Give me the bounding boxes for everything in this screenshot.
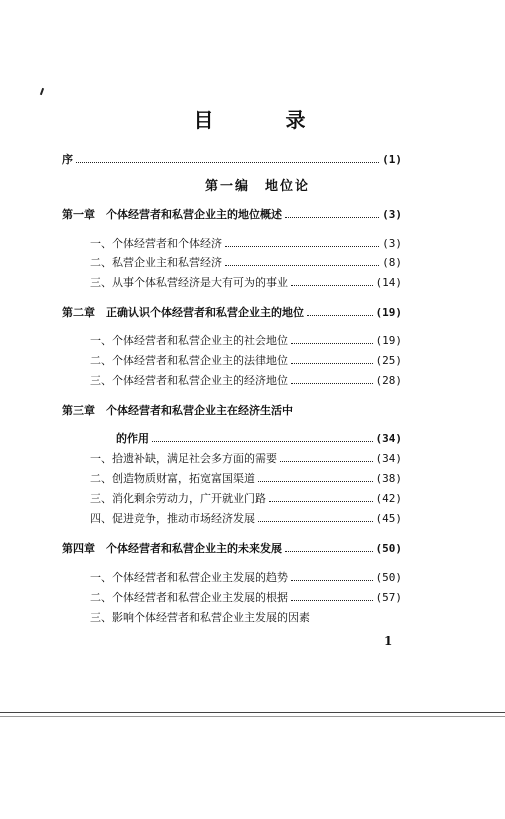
toc-entry-section[interactable]: [90, 276, 402, 290]
dot-leader: [258, 512, 373, 522]
stray-mark: [40, 88, 44, 95]
toc-entry-chapter-4[interactable]: [62, 542, 402, 556]
dot-leader: [291, 571, 373, 581]
toc-label: 二、个体经营者和私营企业主的法律地位: [90, 354, 288, 367]
toc-page: (42): [375, 492, 402, 505]
toc-label: 一、个体经营者和个体经济: [90, 237, 222, 250]
toc-label: 二、个体经营者和私营企业主发展的根据: [90, 591, 288, 604]
toc-entry-chapter-3-continuation[interactable]: [116, 432, 402, 446]
toc-page: (34): [375, 432, 402, 445]
toc-entry-section[interactable]: [90, 452, 402, 466]
toc-page: (45): [375, 512, 402, 525]
toc-page: (3): [382, 237, 402, 250]
toc-entry-section[interactable]: [90, 611, 402, 625]
dot-leader: [307, 306, 373, 316]
dot-leader: [225, 256, 379, 266]
dot-leader: [152, 432, 373, 442]
toc-label: 三、从事个体私营经济是大有可为的事业: [90, 276, 288, 289]
toc-page: (57): [375, 591, 402, 604]
toc-label: 三、个体经营者和私营企业主的经济地位: [90, 374, 288, 387]
scan-edge-line: [0, 716, 505, 717]
toc-label: 一、个体经营者和私营企业主的社会地位: [90, 334, 288, 347]
scan-edge-line: [0, 712, 505, 713]
toc-entry-section[interactable]: [90, 334, 402, 348]
dot-leader: [285, 542, 373, 552]
toc-entry-section[interactable]: [90, 374, 402, 388]
toc-label: 的作用: [116, 432, 149, 445]
toc-label: 一、拾遗补缺，满足社会多方面的需要: [90, 452, 277, 465]
toc-page: (25): [375, 354, 402, 367]
dot-leader: [76, 153, 379, 163]
toc-entry-chapter-1[interactable]: [62, 208, 402, 222]
dot-leader: [291, 354, 373, 364]
dot-leader: [225, 237, 379, 247]
toc-label: 三、消化剩余劳动力，广开就业门路: [90, 492, 266, 505]
dot-leader: [291, 334, 373, 344]
toc-entry-chapter-2[interactable]: [62, 306, 402, 320]
toc-entry-section[interactable]: [90, 591, 402, 605]
dot-leader: [280, 452, 373, 462]
dot-leader: [291, 374, 373, 384]
toc-entry-section[interactable]: [90, 354, 402, 368]
page-number: 1: [384, 634, 393, 648]
dot-leader: [269, 492, 373, 502]
toc-entry-section[interactable]: [90, 256, 402, 270]
toc-page: (1): [382, 153, 402, 166]
dot-leader: [291, 276, 373, 286]
toc-page: (14): [375, 276, 402, 289]
toc-entry-section[interactable]: [90, 492, 402, 506]
toc-label: 第一章 个体经营者和私营企业主的地位概述: [62, 208, 282, 221]
toc-entry-section[interactable]: [90, 237, 402, 251]
toc-entry-chapter-3[interactable]: 第三章 个体经营者和私营企业主在经济生活中: [62, 404, 293, 417]
toc-label: 第二章 正确认识个体经营者和私营企业主的地位: [62, 306, 304, 319]
toc-page: (19): [375, 306, 402, 319]
dot-leader: [291, 591, 373, 601]
toc-page: (19): [375, 334, 402, 347]
dot-leader: [285, 208, 379, 218]
toc-entry-section[interactable]: [90, 512, 402, 526]
toc-page: (34): [375, 452, 402, 465]
toc-page: (50): [375, 542, 402, 555]
toc-label: 一、个体经营者和私营企业主发展的趋势: [90, 571, 288, 584]
toc-label: 三、影响个体经营者和私营企业主发展的因素: [90, 611, 310, 624]
toc-label: 二、创造物质财富，拓宽富国渠道: [90, 472, 255, 485]
dot-leader: [258, 472, 373, 482]
toc-page: (28): [375, 374, 402, 387]
toc-label: 四、促进竞争，推动市场经济发展: [90, 512, 255, 525]
toc-page: (8): [382, 256, 402, 269]
toc-page: (50): [375, 571, 402, 584]
toc-entry-preface[interactable]: [62, 153, 402, 167]
part-title: 第一编 地位论: [204, 179, 310, 194]
toc-page: (3): [382, 208, 402, 221]
toc-label: 序: [62, 153, 73, 166]
toc-entry-section[interactable]: [90, 472, 402, 486]
toc-entry-section[interactable]: [90, 571, 402, 585]
toc-label: 第四章 个体经营者和私营企业主的未来发展: [62, 542, 282, 555]
toc-page: (38): [375, 472, 402, 485]
page-title: 目 录: [193, 108, 332, 132]
toc-label: 二、私营企业主和私营经济: [90, 256, 222, 269]
